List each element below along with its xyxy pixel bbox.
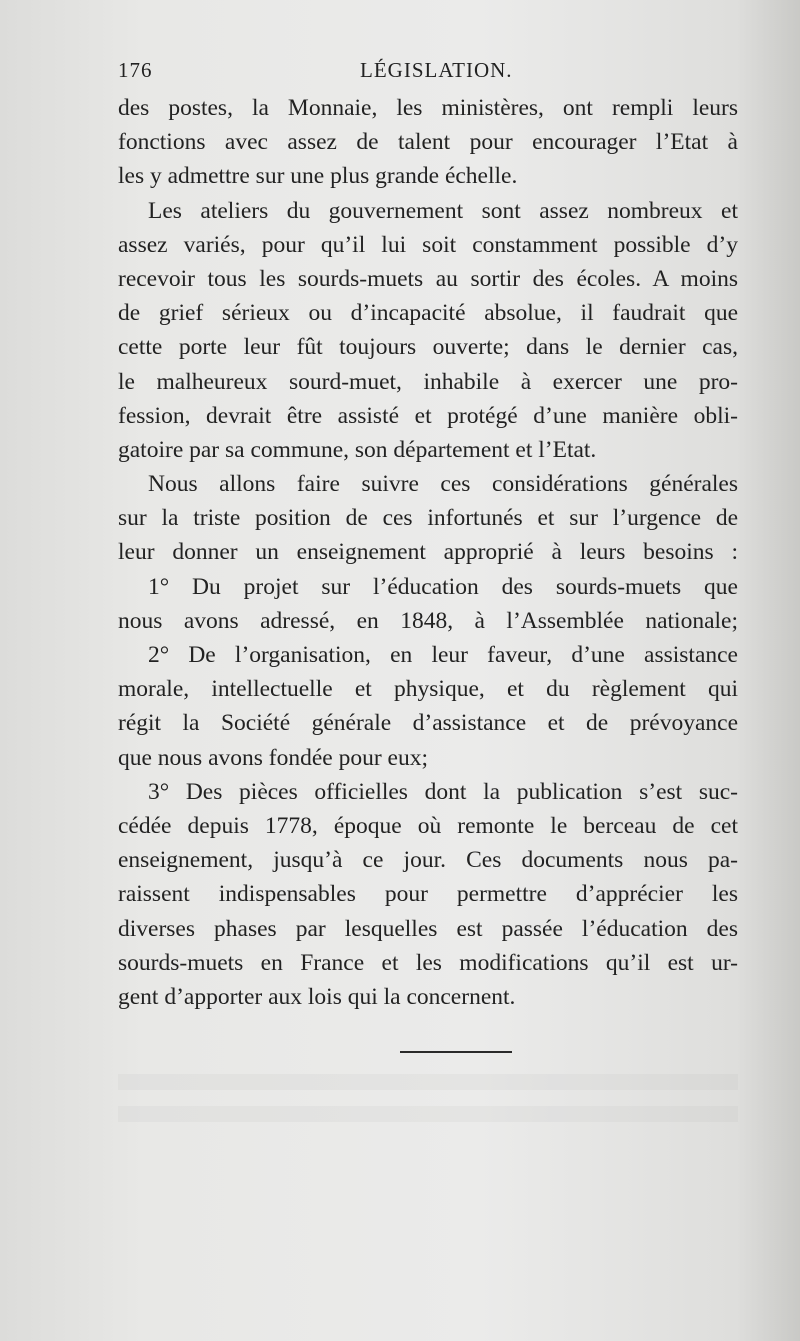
text-line: le malheureux sourd-muet, inhabile à exercer une pro- <box>118 368 738 395</box>
text-line: sourds-muets en France et les modifications qu’il est ur- <box>118 949 738 976</box>
bleed-through-shadow <box>118 1106 738 1122</box>
text-line: de grief sérieux ou d’incapacité absolue, il faudrait que <box>118 300 738 327</box>
running-title: LÉGISLATION. <box>360 58 513 82</box>
text-line: enseignement, jusqu’à ce jour. Ces documents nous pa- <box>118 847 738 874</box>
text-line: fonctions avec assez de talent pour encourager l’Etat à <box>118 129 738 156</box>
text-line: gatoire par sa commune, son département et l’Etat. <box>118 436 597 463</box>
text-line: leur donner un enseignement approprié à leurs besoins : <box>118 539 738 566</box>
text-line: gent d’apporter aux lois qui la concernent. <box>118 983 516 1010</box>
text-line: 2° De l’organisation, en leur faveur, d’une assistance <box>148 642 738 668</box>
text-line: cette porte leur fût toujours ouverte; dans le dernier cas, <box>118 334 738 361</box>
text-line: cédée depuis 1778, époque où remonte le berceau de cet <box>118 812 738 839</box>
text-line: 1° Du projet sur l’éducation des sourds-muets que <box>148 573 738 600</box>
text-line: assez variés, pour qu’il lui soit constamment possible d’y <box>118 231 738 258</box>
text-line: Nous allons faire suivre ces considérations générales <box>148 471 738 498</box>
running-head <box>118 58 738 88</box>
text-line: raissent indispensables pour permettre d’apprécier les <box>118 881 738 908</box>
text-line: diverses phases par lesquelles est passée l’éducation des <box>118 915 738 942</box>
text-line: Les ateliers du gouvernement sont assez nombreux et <box>148 197 738 224</box>
section-divider <box>400 1051 512 1053</box>
text-line: nous avons adressé, en 1848, à l’Assemblée nationale; <box>118 607 738 634</box>
text-line: recevoir tous les sourds-muets au sortir des écoles. A moins <box>118 265 738 292</box>
bleed-through-shadow <box>118 1074 738 1090</box>
text-line: des postes, la Monnaie, les ministères, ont rempli leurs <box>118 95 738 121</box>
text-line: régit la Société générale d’assistance et de prévoyance <box>118 710 738 737</box>
text-line: fession, devrait être assisté et protégé d’une manière obli- <box>118 402 738 429</box>
text-line: 3° Des pièces officielles dont la publication s’est suc- <box>148 778 738 805</box>
text-line: les y admettre sur une plus grande échelle. <box>118 163 518 190</box>
page-number: 176 <box>118 58 153 82</box>
text-line: que nous avons fondée pour eux; <box>118 744 428 771</box>
text-line: morale, intellectuelle et physique, et du règlement qui <box>118 676 738 703</box>
text-line: sur la triste position de ces infortunés et sur l’urgence de <box>118 505 738 532</box>
body-text <box>118 91 738 1014</box>
